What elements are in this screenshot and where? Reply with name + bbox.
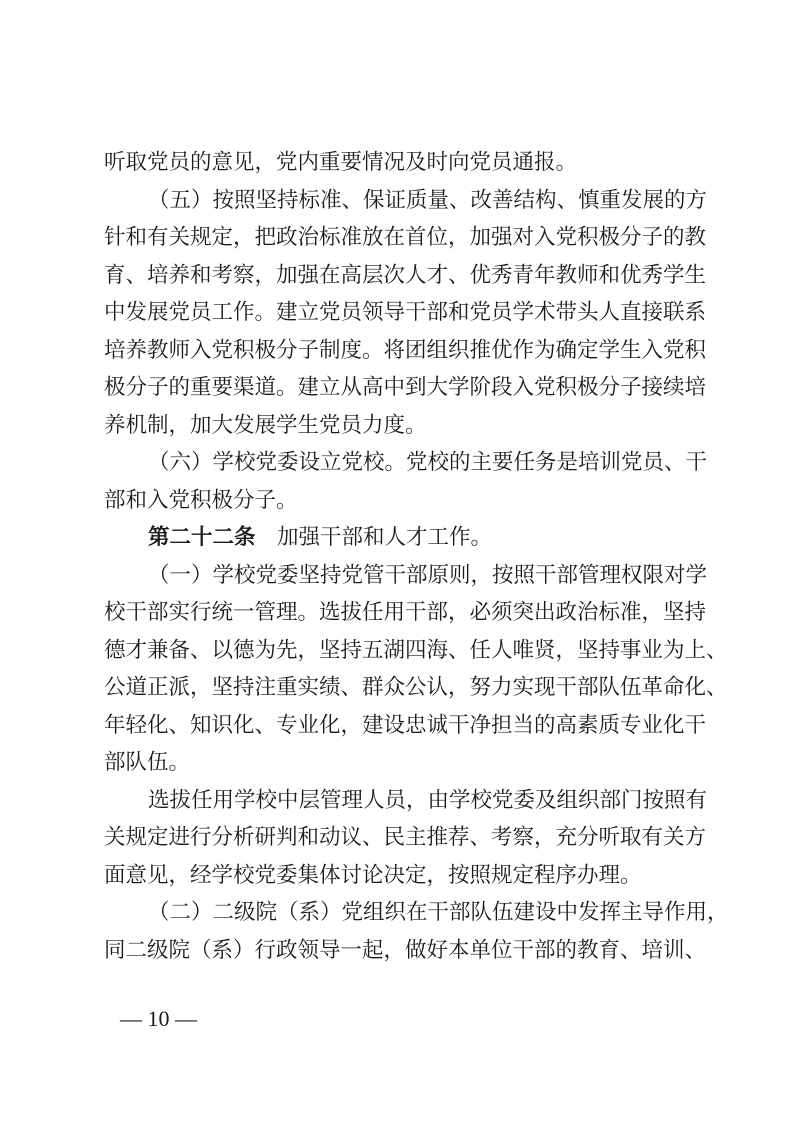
text-line: 养机制，加大发展学生党员力度。 bbox=[104, 413, 427, 438]
text-line: 选拔任用学校中层管理人员，由学校党委及组织部门按照有 bbox=[148, 788, 708, 813]
text-line: （六）学校党委设立党校。党校的主要任务是培训党员、干 bbox=[148, 450, 708, 475]
page-number: — 10 — bbox=[120, 1006, 197, 1031]
text-line: 中发展党员工作。建立党员领导干部和党员学术带头人直接联系 bbox=[104, 300, 707, 325]
text-line: 针和有关规定，把政治标准放在首位，加强对入党积极分子的教 bbox=[104, 225, 707, 250]
text-line: 德才兼备、以德为先，坚持五湖四海、任人唯贤，坚持事业为上、 bbox=[104, 638, 728, 663]
article-spacer bbox=[256, 525, 278, 550]
article-heading-line bbox=[148, 523, 704, 553]
text-line: 极分子的重要渠道。建立从高中到大学阶段入党积极分子接续培 bbox=[104, 375, 707, 400]
text-line: 部和入党积极分子。 bbox=[104, 488, 298, 513]
text-line: 同二级院（系）行政领导一起，做好本单位干部的教育、培训、 bbox=[104, 938, 707, 963]
article-title: 加强干部和人才工作。 bbox=[277, 525, 493, 550]
text-line: 听取党员的意见，党内重要情况及时向党员通报。 bbox=[104, 150, 578, 175]
text-line: （五）按照坚持标准、保证质量、改善结构、慎重发展的方 bbox=[148, 188, 708, 213]
text-line: 关规定进行分析研判和动议、民主推荐、考察，充分听取有关方 bbox=[104, 825, 707, 850]
text-line: 校干部实行统一管理。选拔任用干部，必须突出政治标准，坚持 bbox=[104, 600, 707, 625]
text-line: 部队伍。 bbox=[104, 750, 191, 775]
article-number: 第二十二条 bbox=[148, 525, 256, 550]
text-line: （二）二级院（系）党组织在干部队伍建设中发挥主导作用， bbox=[148, 900, 729, 925]
text-line: 公道正派，坚持注重实绩、群众公认，努力实现干部队伍革命化、 bbox=[104, 675, 728, 700]
text-line: 培养教师入党积极分子制度。将团组织推优作为确定学生入党积 bbox=[104, 338, 707, 363]
text-line: 育、培养和考察，加强在高层次人才、优秀青年教师和优秀学生 bbox=[104, 263, 707, 288]
text-line: 面意见，经学校党委集体讨论决定，按照规定程序办理。 bbox=[104, 863, 642, 888]
text-line: （一）学校党委坚持党管干部原则，按照干部管理权限对学 bbox=[148, 563, 708, 588]
text-line: 年轻化、知识化、专业化，建设忠诚干净担当的高素质专业化干 bbox=[104, 713, 707, 738]
